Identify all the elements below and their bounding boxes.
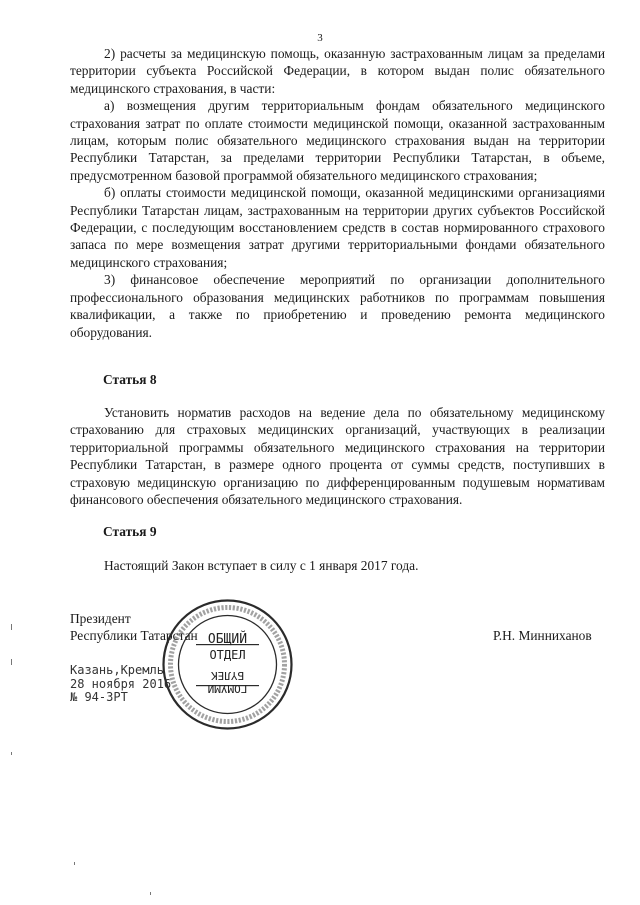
article-9-heading: Статья 9	[103, 524, 157, 539]
article-9-body	[70, 557, 605, 574]
article-8-text: Установить норматив расходов на ведение дела по обязательному медицинскому страхованию для страховых медицинских организаций, участвующих в реализации территориальной программы обязательного медицинского страхования на территории Республики Татарстан, в размере одного процента от суммы средств, поступивших в страховую медицинскую организацию по дифференцированным подушевым нормативам финансового обеспечения обязательного медицинского страхования.	[70, 405, 605, 508]
article-8-heading: Статья 8	[103, 372, 157, 387]
stamp-line-1: ОБЩИЙ	[207, 632, 248, 647]
signatory-title-line2: Республики Татарстан	[70, 628, 198, 643]
scan-mark	[150, 892, 151, 895]
scan-mark	[74, 862, 75, 865]
scan-mark	[11, 752, 12, 755]
paragraph-2: 2) расчеты за медицинскую помощь, оказанную застрахованным лицам за пределами территории субъекта Российской Федерации, в котором выдан полис обязательного медицинского страхования, в части:	[70, 46, 605, 96]
signatory-title-line1: Президент	[70, 611, 131, 626]
stamp-line-3: ГОМУМИ	[207, 682, 248, 695]
official-seal-stamp	[160, 597, 295, 732]
registration-info	[70, 664, 171, 705]
article-9-text: Настоящий Закон вступает в силу с 1 января 2017 года.	[104, 558, 419, 573]
paragraph-2a: а) возмещения другим территориальным фондам обязательного медицинского страхования затрат по оплате стоимости медицинской помощи, оказанной застрахованным лицам, которым полис обязательного медицинского страхования выдан на территории Республики Татарстан, за пределами территории Республики Татарстан, в объеме, предусмотренном базовой программой обязательного медицинского страхования;	[70, 98, 605, 183]
stamp-line-4: БҮЛЕК	[210, 669, 245, 682]
registration-number: № 94-ЗРТ	[70, 690, 128, 704]
article-7-continuation	[70, 45, 605, 341]
paragraph-2b: б) оплаты стоимости медицинской помощи, оказанной медицинскими организациями Республики Татарстан лицам, застрахованным на территории других субъектов Российской Федерации, с последующим восстановлением средств в состав нормированного страхового запаса по мере возмещения затрат другими территориальными фондами обязательного медицинского страхования;	[70, 185, 605, 270]
registration-place: Казань,Кремль	[70, 663, 164, 677]
paragraph-3: 3) финансовое обеспечение мероприятий по организации дополнительного профессионального образования медицинских работников по программам повышения квалификации, а также по приобретению и проведению ремонта медицинского оборудования.	[70, 272, 605, 340]
scan-mark	[11, 624, 12, 630]
page-number: 3	[317, 32, 323, 44]
signatory-name: Р.Н. Минниханов	[493, 628, 592, 643]
scan-mark	[11, 659, 12, 665]
article-8-body	[70, 404, 605, 508]
stamp-line-2: ОТДЕЛ	[209, 648, 246, 662]
registration-date: 28 ноября 2016	[70, 676, 172, 691]
